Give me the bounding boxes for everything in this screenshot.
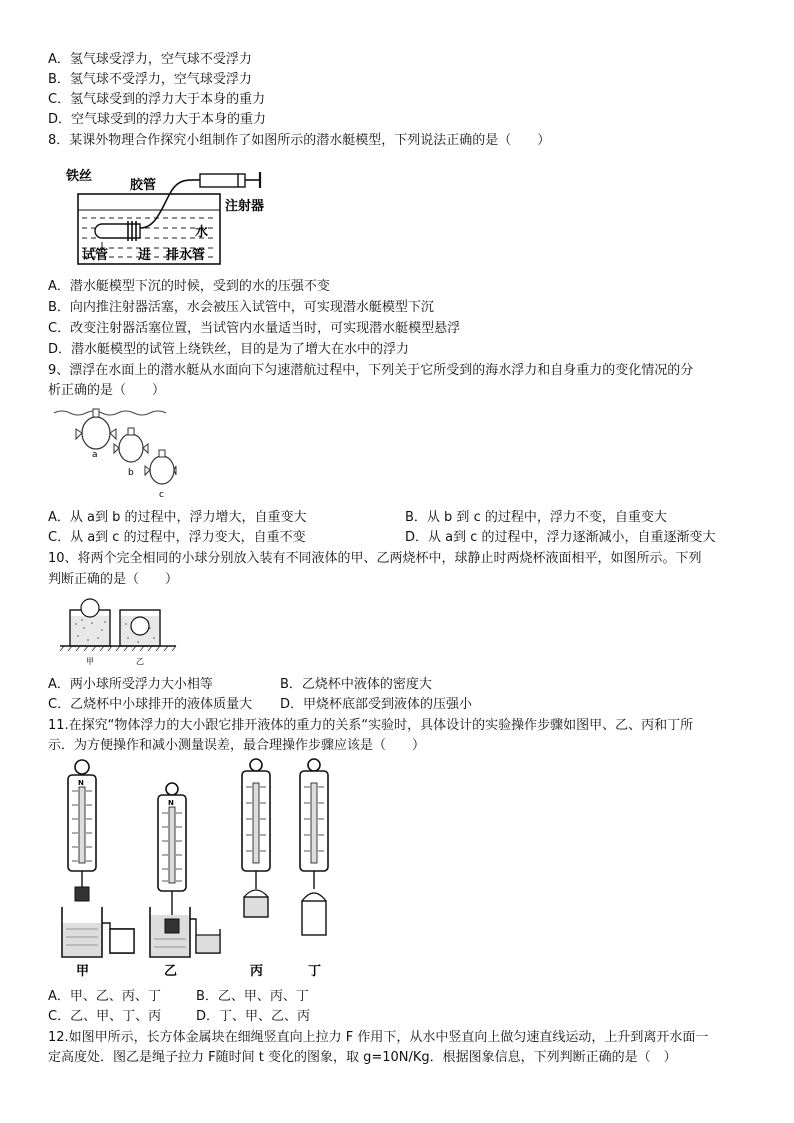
q7-option-a: A．氢气球受浮力，空气球不受浮力 — [48, 52, 252, 67]
q10-label-yi: 乙 — [136, 657, 144, 666]
q8-label-wire: 铁丝 — [66, 169, 93, 184]
q11-scale-jia-unit: N — [78, 779, 84, 787]
q11-option-b: B．乙、甲、丙、丁 — [196, 989, 309, 1004]
q11-stem-line1: 11.在探究“物体浮力的大小跟它排开液体的重力的关系“实验时，具体设计的实验操作步骤如图甲、乙、丙和丁所 — [48, 718, 694, 733]
q10-label-jia: 甲 — [86, 657, 94, 666]
q7-option-c: C．氢气球受到的浮力大于本身的重力 — [48, 92, 266, 107]
q11-option-c: C．乙、甲、丁、丙 — [48, 1009, 162, 1024]
q9-option-c: C．从 a到 c 的过程中，浮力变大，自重不变 — [48, 530, 306, 545]
q9-submarine-depth-figure — [52, 403, 177, 501]
q8-stem: 8．某课外物理合作探究小组制作了如图所示的潜水艇模型，下列说法正确的是（ ） — [48, 133, 551, 148]
q8-label-in: 进 — [138, 248, 152, 263]
q9-label-c: c — [159, 490, 164, 500]
q10-stem-line2: 判断正确的是（ ） — [48, 572, 179, 587]
q9-option-a: A．从 a到 b 的过程中，浮力增大，自重变大 — [48, 510, 307, 525]
q11-stem-line2: 示．为方便操作和减小测量误差，最合理操作步骤应该是（ ） — [48, 738, 426, 753]
q8-option-d: D．潜水艇模型的试管上绕铁丝，目的是为了增大在水中的浮力 — [48, 342, 410, 357]
q10-beakers-figure — [58, 594, 178, 668]
q11-label-jia: 甲 — [76, 964, 90, 979]
q9-option-d: D．从 a到 c 的过程中，浮力逐渐减小，自重逐渐变大 — [405, 530, 716, 545]
q11-label-bing: 丙 — [250, 964, 264, 979]
q11-label-yi: 乙 — [164, 964, 178, 979]
q11-scale-yi-unit: N — [168, 799, 174, 807]
q10-stem-line1: 10、将两个完全相同的小球分别放入装有不同液体的甲、乙两烧杯中，球静止时两烧杯液面相平，如图所示。下列 — [48, 551, 702, 566]
q9-stem-line1: 9、漂浮在水面上的潜水艇从水面向下匀速潜航过程中，下列关于它所受到的海水浮力和自身重力的变化情况的分 — [48, 363, 694, 378]
q8-label-hose: 胶管 — [130, 178, 157, 193]
q10-option-b: B．乙烧杯中液体的密度大 — [280, 677, 432, 692]
q12-stem-line2: 定高度处．图乙是绳子拉力 F随时间 t 变化的图象，取 g=10N/Kg．根据图象信息，下列判断正确的是（ ） — [48, 1050, 677, 1065]
q8-label-drain: 排水管 — [166, 248, 206, 263]
q8-option-a: A．潜水艇模型下沉的时候，受到的水的压强不变 — [48, 279, 330, 294]
q7-option-b: B．氢气球不受浮力，空气球受浮力 — [48, 72, 252, 87]
q8-option-b: B．向内推注射器活塞，水会被压入试管中，可实现潜水艇模型下沉 — [48, 300, 434, 315]
q9-label-b: b — [128, 468, 134, 478]
q10-option-a: A．两小球所受浮力大小相等 — [48, 677, 213, 692]
q8-label-tube: 试管 — [82, 248, 109, 263]
q7-option-d: D．空气球受到的浮力大于本身的重力 — [48, 112, 267, 127]
q9-option-b: B．从 b 到 c 的过程中，浮力不变，自重变大 — [405, 510, 667, 525]
q11-spring-scales-figure — [58, 757, 348, 979]
q8-option-c: C．改变注射器活塞位置，当试管内水量适当时，可实现潜水艇模型悬浮 — [48, 321, 461, 336]
q9-stem-line2: 析正确的是（ ） — [48, 383, 166, 398]
q11-option-a: A．甲、乙、丙、丁 — [48, 989, 161, 1004]
q9-label-a: a — [92, 450, 98, 460]
q10-option-d: D．甲烧杯底部受到液体的压强小 — [280, 697, 473, 712]
q10-option-c: C．乙烧杯中小球排开的液体质量大 — [48, 697, 253, 712]
q8-submarine-model-figure — [62, 166, 277, 270]
q11-option-d: D．丁、甲、乙、丙 — [196, 1009, 311, 1024]
q8-label-water: 水 — [195, 225, 209, 240]
q12-stem-line1: 12.如图甲所示，长方体金属块在细绳竖直向上拉力 F 作用下，从水中竖直向上做匀速直线运动，上升到离开水面一 — [48, 1030, 709, 1045]
q11-label-ding: 丁 — [308, 964, 322, 979]
q8-label-syringe: 注射器 — [225, 199, 265, 214]
